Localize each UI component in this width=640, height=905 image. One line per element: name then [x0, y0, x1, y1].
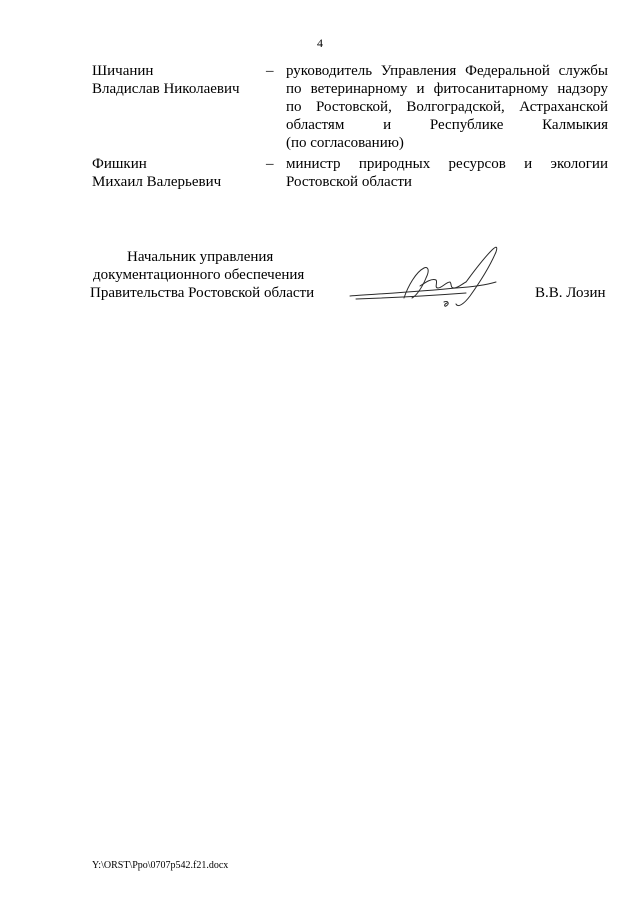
member-surname: Фишкин — [92, 156, 147, 172]
signatory-position-line: Начальник управления — [127, 249, 274, 265]
member-role-line: по ветеринарному и фитосанитарному надзору — [286, 81, 608, 97]
member-role-line: министр природных ресурсов и экологии — [286, 156, 608, 172]
member-role-line: по Ростовской, Волгоградской, Астраханской — [286, 99, 608, 115]
member-role-line: областям и Республике Калмыкия — [286, 117, 608, 133]
member-role-line: (по согласованию) — [286, 135, 404, 151]
signatory-position — [90, 248, 330, 302]
file-path-footer: Y:\ORST\Ppo\0707p542.f21.docx — [92, 860, 229, 871]
member-role — [286, 62, 608, 152]
member-given-names: Владислав Николаевич — [92, 81, 240, 97]
member-dash: – — [266, 156, 274, 172]
page-number: 4 — [317, 36, 323, 50]
member-surname: Шичанин — [92, 63, 154, 79]
signatory-position-line: документационного обеспечения — [93, 267, 305, 283]
signatory-position-line: Правительства Ростовской области — [90, 285, 315, 301]
handwritten-signature — [346, 238, 512, 318]
member-dash: – — [266, 63, 274, 79]
member-role-line: руководитель Управления Федеральной службы — [286, 63, 608, 79]
member-role-line: Ростовской области — [286, 174, 412, 190]
member-name — [92, 62, 267, 98]
member-name — [92, 155, 267, 191]
signer-name: В.В. Лозин — [535, 285, 606, 301]
member-given-names: Михаил Валерьевич — [92, 174, 222, 190]
member-role — [286, 155, 608, 191]
